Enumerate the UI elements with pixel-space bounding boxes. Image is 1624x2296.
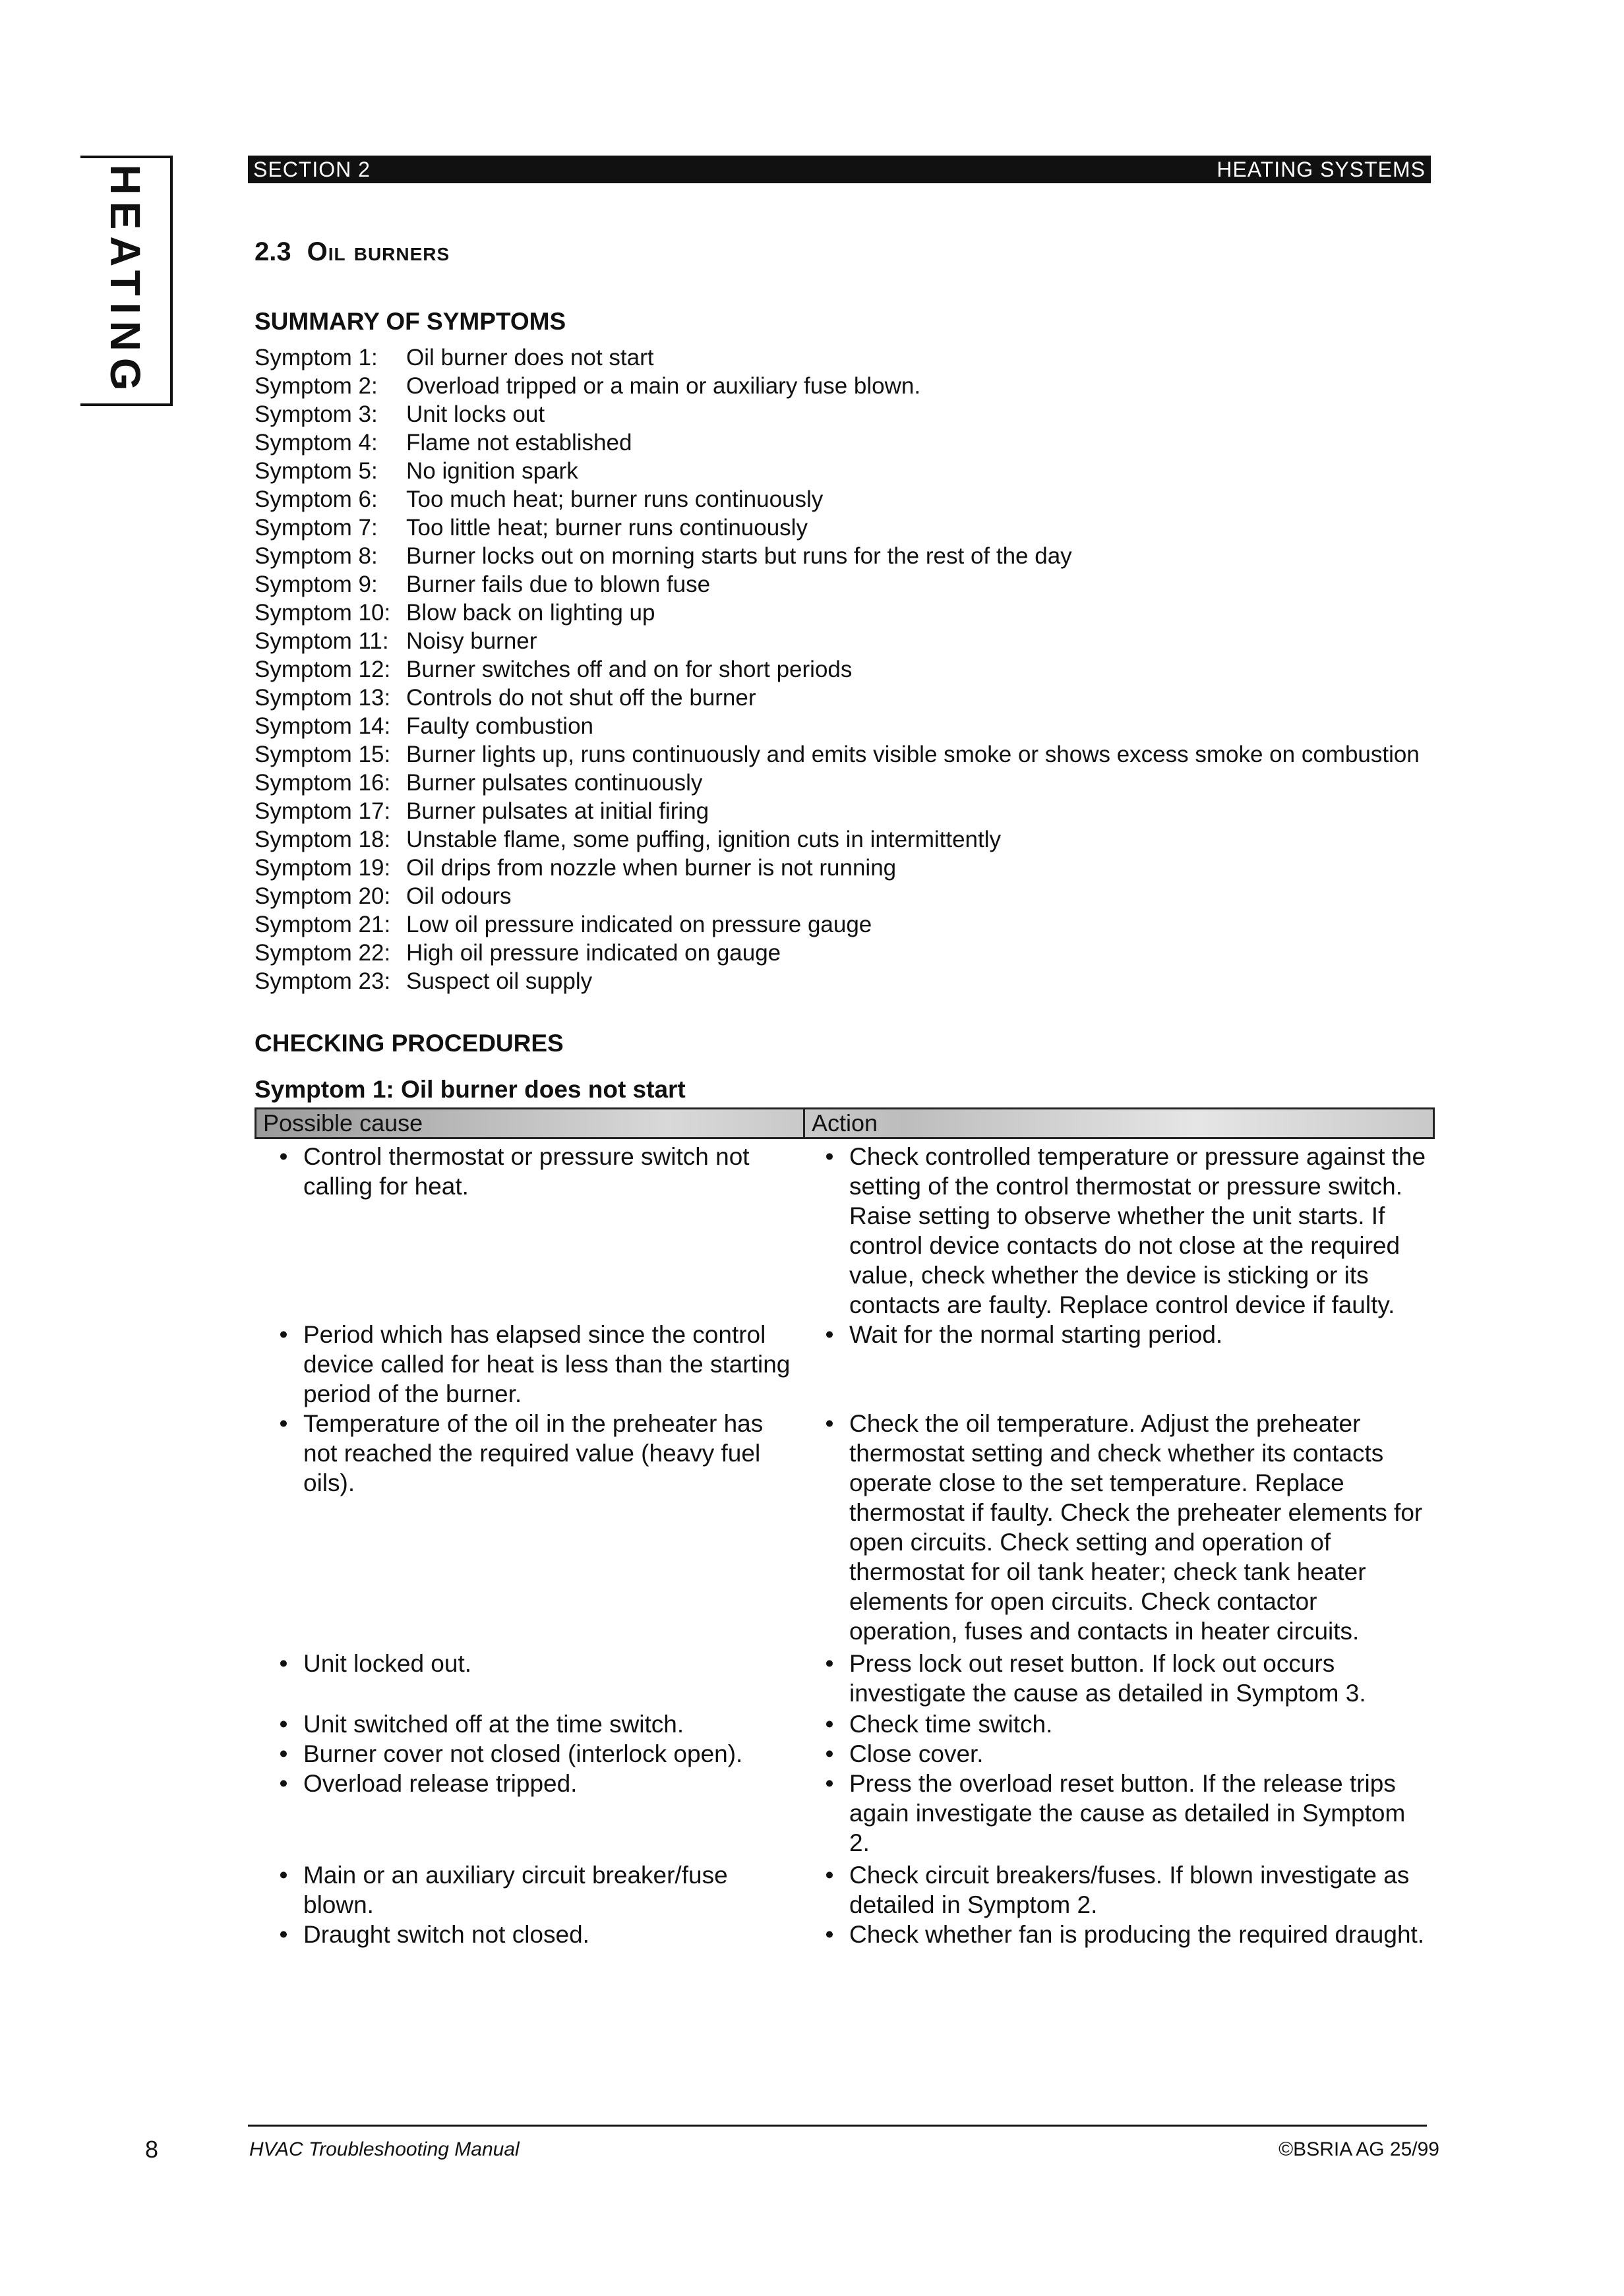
cause-text: Temperature of the oil in the preheater has not reached the required value (heavy fuel oils). xyxy=(303,1410,764,1496)
cause-text: Unit locked out. xyxy=(303,1650,472,1677)
list-item xyxy=(255,797,1435,825)
list-item xyxy=(255,712,1435,740)
symptom-label: Symptom 19: xyxy=(255,855,391,881)
footer-divider xyxy=(248,2125,1427,2127)
table-row xyxy=(255,1409,1435,1646)
symptom-text: Low oil pressure indicated on pressure gauge xyxy=(406,912,872,937)
action-text: Check circuit breakers/fuses. If blown investigate as detailed in Symptom 2. xyxy=(849,1862,1410,1918)
action-text: Check time switch. xyxy=(849,1711,1053,1738)
section-title xyxy=(255,237,1435,267)
bullet: • xyxy=(825,1321,834,1348)
cause-text: Overload release tripped. xyxy=(303,1770,578,1797)
action-text: Wait for the normal starting period. xyxy=(849,1321,1223,1348)
action-text: Press lock out reset button. If lock out occurs investigate the cause as detailed in Symptom 3. xyxy=(849,1650,1366,1707)
cause-text: Draught switch not closed. xyxy=(303,1921,589,1948)
column-header-action: Action xyxy=(812,1109,878,1136)
action-text: Press the overload reset button. If the release trips again investigate the cause as detailed in Symptom 2. xyxy=(849,1770,1406,1856)
bullet: • xyxy=(279,1921,288,1948)
bullet: • xyxy=(279,1321,288,1348)
list-item xyxy=(255,882,1435,910)
header-section-label: SECTION 2 xyxy=(253,157,371,181)
symptom-text: Burner locks out on morning starts but runs for the rest of the day xyxy=(406,543,1072,569)
bullet: • xyxy=(825,1711,834,1738)
footer-copyright: ©BSRIA AG 25/99 xyxy=(1278,2138,1439,2160)
table-row xyxy=(255,1320,1435,1409)
symptom-text: Burner pulsates continuously xyxy=(406,770,703,796)
page-number: 8 xyxy=(145,2136,159,2163)
list-item xyxy=(255,570,1435,599)
bullet: • xyxy=(279,1770,288,1797)
bullet: • xyxy=(825,1143,834,1170)
symptom-label: Symptom 6: xyxy=(255,486,378,512)
symptom-label: Symptom 12: xyxy=(255,657,391,682)
cause-text: Unit switched off at the time switch. xyxy=(303,1711,684,1738)
bullet: • xyxy=(279,1410,288,1437)
page-content xyxy=(255,224,1435,1949)
table-row xyxy=(255,1142,1435,1320)
list-item xyxy=(255,457,1435,485)
cause-text: Main or an auxiliary circuit breaker/fuse blown. xyxy=(303,1862,728,1918)
symptom-label: Symptom 23: xyxy=(255,968,391,994)
symptom-text: High oil pressure indicated on gauge xyxy=(406,940,781,966)
symptom-text: Burner pulsates at initial firing xyxy=(406,798,709,824)
symptom-text: Unstable flame, some puffing, ignition cuts in intermittently xyxy=(406,827,1002,852)
table-row xyxy=(255,1739,1435,1769)
symptom-text: Too little heat; burner runs continuously xyxy=(406,515,808,541)
symptom-text: Faulty combustion xyxy=(406,713,594,739)
side-tab xyxy=(80,156,173,406)
procedure-table-body xyxy=(255,1142,1435,1949)
summary-heading: SUMMARY OF SYMPTOMS xyxy=(255,308,566,335)
bullet: • xyxy=(279,1862,288,1889)
symptom-text: Controls do not shut off the burner xyxy=(406,685,756,711)
table-row xyxy=(255,1769,1435,1858)
section-title-text: Oil burners xyxy=(307,237,450,266)
checking-procedures-heading: CHECKING PROCEDURES xyxy=(255,1030,564,1057)
section-header-bar xyxy=(248,156,1431,183)
list-item xyxy=(255,514,1435,542)
list-item xyxy=(255,910,1435,939)
list-item xyxy=(255,485,1435,514)
procedure-table-header xyxy=(255,1107,1435,1139)
symptom-label: Symptom 5: xyxy=(255,458,378,484)
footer-publication-title: HVAC Troubleshooting Manual xyxy=(249,2138,520,2160)
symptom-text: Burner lights up, runs continuously and emits visible smoke or shows excess smoke on combustion xyxy=(406,742,1420,767)
bullet: • xyxy=(279,1143,288,1170)
bullet: • xyxy=(279,1711,288,1738)
symptom-label: Symptom 16: xyxy=(255,770,391,796)
bullet: • xyxy=(279,1650,288,1677)
list-item xyxy=(255,769,1435,797)
symptom-text: Blow back on lighting up xyxy=(406,600,655,626)
symptom-label: Symptom 14: xyxy=(255,713,391,739)
side-tab-label: HEATING xyxy=(102,164,149,397)
symptom-label: Symptom 4: xyxy=(255,430,378,456)
symptom-label: Symptom 9: xyxy=(255,572,378,597)
bullet: • xyxy=(825,1862,834,1889)
symptom-label: Symptom 7: xyxy=(255,515,378,541)
symptom-text: Oil drips from nozzle when burner is not running xyxy=(406,855,897,881)
bullet: • xyxy=(825,1770,834,1797)
column-header-cause: Possible cause xyxy=(256,1109,805,1137)
header-topic-label: HEATING SYSTEMS xyxy=(1217,157,1426,181)
list-item xyxy=(255,542,1435,570)
list-item xyxy=(255,627,1435,655)
bullet: • xyxy=(825,1410,834,1437)
list-item xyxy=(255,655,1435,684)
list-item xyxy=(255,372,1435,400)
symptom-label: Symptom 2: xyxy=(255,373,378,399)
table-row xyxy=(255,1709,1435,1739)
cause-text: Period which has elapsed since the control device called for heat is less than the starting period of the burner. xyxy=(303,1321,791,1407)
list-item xyxy=(255,939,1435,967)
symptom-text: Flame not established xyxy=(406,430,632,456)
symptom-label: Symptom 1: xyxy=(255,345,378,370)
symptom-label: Symptom 22: xyxy=(255,940,391,966)
symptom-label: Symptom 18: xyxy=(255,827,391,852)
symptom-label: Symptom 3: xyxy=(255,401,378,427)
symptom-text: Oil odours xyxy=(406,883,512,909)
symptom-text: Oil burner does not start xyxy=(406,345,654,370)
list-item xyxy=(255,967,1435,995)
symptom-text: Overload tripped or a main or auxiliary fuse blown. xyxy=(406,373,921,399)
action-text: Check controlled temperature or pressure against the setting of the control thermostat or pressure switch. Raise setting to observe whether the unit starts. If control device contacts do not close at the required value, check whether the device is sticking or its contacts are faulty. Replace control device if faulty. xyxy=(849,1143,1426,1318)
symptom-label: Symptom 21: xyxy=(255,912,391,937)
list-item xyxy=(255,428,1435,457)
action-text: Close cover. xyxy=(849,1740,984,1767)
table-row xyxy=(255,1860,1435,1920)
symptom-label: Symptom 10: xyxy=(255,600,391,626)
cause-text: Control thermostat or pressure switch not calling for heat. xyxy=(303,1143,750,1200)
bullet: • xyxy=(825,1740,834,1767)
symptom-text: Burner switches off and on for short periods xyxy=(406,657,853,682)
symptom-label: Symptom 15: xyxy=(255,742,391,767)
symptom-label: Symptom 17: xyxy=(255,798,391,824)
symptom-text: Noisy burner xyxy=(406,628,537,654)
symptom-label: Symptom 20: xyxy=(255,883,391,909)
list-item xyxy=(255,599,1435,627)
bullet: • xyxy=(825,1650,834,1677)
symptom-label: Symptom 13: xyxy=(255,685,391,711)
cause-text: Burner cover not closed (interlock open). xyxy=(303,1740,743,1767)
list-item xyxy=(255,825,1435,854)
list-item xyxy=(255,343,1435,372)
list-item xyxy=(255,400,1435,428)
list-item xyxy=(255,684,1435,712)
table-row xyxy=(255,1649,1435,1708)
list-item xyxy=(255,854,1435,882)
bullet: • xyxy=(279,1740,288,1767)
table-row xyxy=(255,1920,1435,1949)
symptom-text: Burner fails due to blown fuse xyxy=(406,572,711,597)
list-item xyxy=(255,740,1435,769)
symptom-text: Suspect oil supply xyxy=(406,968,593,994)
action-text: Check whether fan is producing the required draught. xyxy=(849,1921,1425,1948)
section-number: 2.3 xyxy=(255,237,291,266)
symptom-label: Symptom 8: xyxy=(255,543,378,569)
bullet: • xyxy=(825,1921,834,1948)
symptom-text: Too much heat; burner runs continuously xyxy=(406,486,824,512)
symptom-text: Unit locks out xyxy=(406,401,545,427)
action-text: Check the oil temperature. Adjust the preheater thermostat setting and check whether its contacts operate close to the set temperature. Replace thermostat if faulty. Check the preheater elements for open circuits. Check setting and operation of thermostat for oil tank heater; check tank heater elements for open circuits. Check contactor operation, fuses and contacts in heater circuits. xyxy=(849,1410,1423,1645)
symptom-text: No ignition spark xyxy=(406,458,578,484)
symptom-label: Symptom 11: xyxy=(255,628,389,654)
procedure-heading: Symptom 1: Oil burner does not start xyxy=(255,1076,686,1103)
symptom-list xyxy=(255,343,1435,995)
